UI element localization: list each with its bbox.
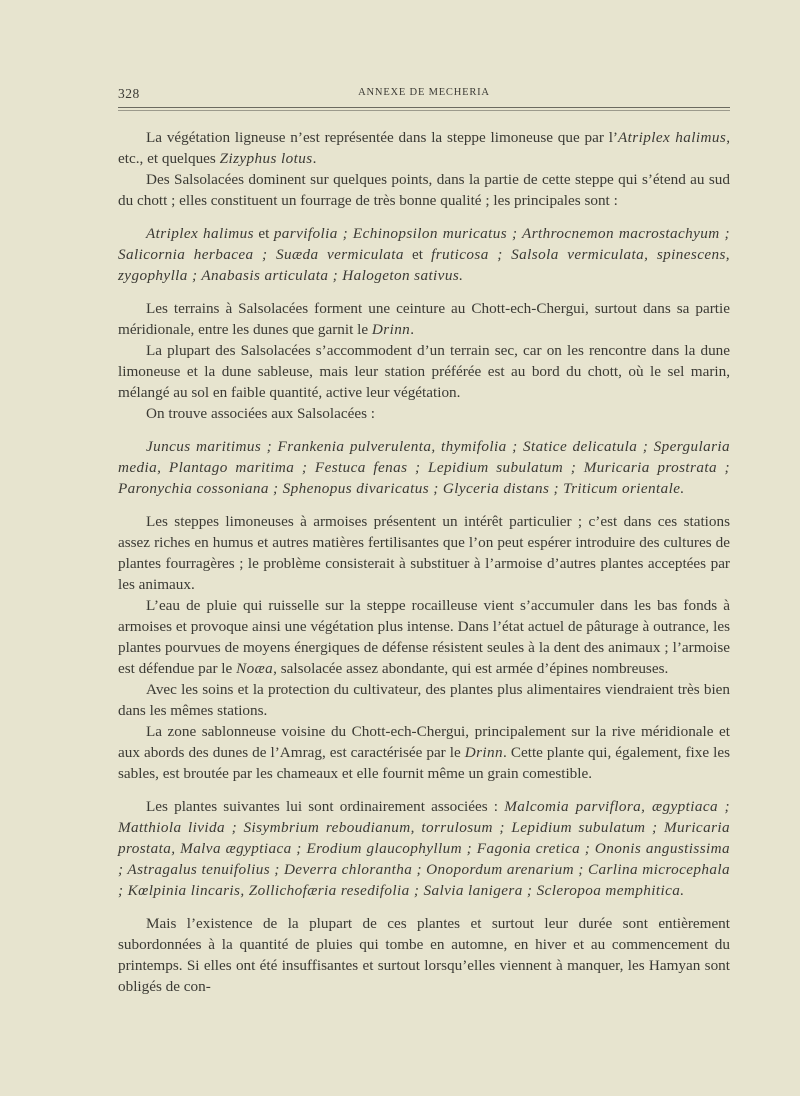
paragraph xyxy=(118,913,730,997)
paragraph xyxy=(118,169,730,211)
italic-species-name: Zizyphus lotus xyxy=(219,150,313,167)
paragraph-text: On trouve associées aux Salsolacées : xyxy=(146,405,376,422)
paragraph-text: Les plantes suivantes lui sont ordinairement associées : xyxy=(146,798,505,815)
paragraph xyxy=(118,595,730,679)
paragraph xyxy=(118,127,730,169)
italic-species-name: Atriplex halimus xyxy=(617,129,727,146)
header-rule xyxy=(118,107,730,108)
italic-species-name: Drinn xyxy=(371,321,411,338)
paragraph-text: Les terrains à Salsolacées forment une ceinture au Chott-ech-Chergui, surtout dans sa partie méridionale, entre les dunes que garnit le xyxy=(118,300,730,338)
paragraph xyxy=(118,340,730,403)
running-title: ANNEXE DE MECHERIA xyxy=(358,87,490,98)
paragraph xyxy=(118,403,730,424)
paragraph xyxy=(118,298,730,340)
italic-species-name: Juncus maritimus ; Frankenia pulverulenta, thymifolia ; Statice delicatula ; Spergularia media, Plantago maritima ; Festuca fenas ; Lepidium subulatum ; Muricaria prostrata ; Paronychia cossoniana ; Sphenopus divaricatus ; Glyceria distans ; Triticum orientale. xyxy=(118,438,730,497)
paragraph-text: La zone sablonneuse voisine du Chott-ech-Chergui, principalement sur la rive méridionale et aux abords des dunes de l’Amrag, est caractérisée par le xyxy=(118,723,730,761)
italic-species-name: Malcomia parviflora, ægyptiaca ; Matthiola livida ; Sisymbrium reboudianum, torrulosum ; Lepidium subulatum ; Muricaria prostata, Malva ægyptiaca ; Erodium glaucophyllum ; Fagonia cretica ; Ononis angustissima ; Astragalus tenuifolius ; Deverra chlorantha ; Onopordum arenarium ; Carlina microcephala ; Kœlpinia lincaris, Zollichofæria resedifolia ; Salvia lanigera ; Scleropoa memphitica. xyxy=(118,798,731,899)
paragraph-text: , salsolacée assez abondante, qui est armée d’épines nombreuses. xyxy=(273,660,669,677)
page-body xyxy=(118,127,730,997)
paragraph-text: Les steppes limoneuses à armoises présentent un intérêt particulier ; c’est dans ces stations assez riches en humus et autres matières fertilisantes que l’on peut espérer introduire des cultures de plantes fourragères ; le problème consisterait à substituer à l’armoise d’autres plantes acceptées par les animaux. xyxy=(118,513,730,593)
paragraph-text: La plupart des Salsolacées s’accommodent d’un terrain sec, car on les rencontre dans la dune limoneuse et la dune sableuse, mais leur station préférée est au bord du chott, où le sel marin, mélangé au sol en faible quantité, active leur végétation. xyxy=(118,342,730,401)
paragraph xyxy=(118,721,730,784)
page-header xyxy=(118,86,730,102)
header-rule-secondary xyxy=(118,110,730,111)
italic-species-name: Drinn xyxy=(464,744,504,761)
italic-species-name: Atriplex halimus xyxy=(146,225,254,242)
italic-species-name: fruticosa ; Salsola vermiculata, spinescens, zygophylla ; Anabasis articulata ; Halogeton sativus. xyxy=(118,246,730,284)
paragraph-text: Mais l’existence de la plupart de ces plantes et surtout leur durée sont entièrement subordonnées à la quantité de pluies qui tombe en automne, en hiver et au commencement du printemps. Si elles ont été insuffisantes et surtout lorsqu’elles viennent à manquer, les Hamyan sont obligés de con- xyxy=(118,915,730,995)
paragraph-text: . xyxy=(410,321,414,338)
paragraph-text: Avec les soins et la protection du cultivateur, des plantes plus alimentaires viendraient très bien dans les mêmes stations. xyxy=(118,681,730,719)
italic-species-name: Noæa xyxy=(236,660,274,677)
paragraph xyxy=(118,679,730,721)
paragraph xyxy=(118,436,730,499)
paragraph-text: . xyxy=(312,150,317,167)
paragraph-text: L’eau de pluie qui ruisselle sur la steppe rocailleuse vient s’accumuler dans les bas fonds à armoises et provoque ainsi une végétation plus intense. Dans l’état actuel de pâturage à outrance, les plantes pourvues de moyens énergiques de défense résistent seules à la dent des animaux ; l’armoise est défendue par le xyxy=(118,597,730,677)
paragraph xyxy=(118,511,730,595)
paragraph-text: . Cette plante qui, également, fixe les sables, est broutée par les chameaux et elle fournit même un grain comestible. xyxy=(118,744,731,782)
paragraph-text: et xyxy=(253,225,274,242)
paragraph-text: La végétation ligneuse n’est représentée dans la steppe limoneuse que par l’ xyxy=(146,129,618,146)
paragraph-text: , etc., et quelques xyxy=(118,129,731,167)
paragraph xyxy=(118,796,730,901)
paragraph xyxy=(118,223,730,286)
paragraph-text: et xyxy=(403,246,432,263)
page-number: 328 xyxy=(118,86,140,101)
paragraph-text: Des Salsolacées dominent sur quelques points, dans la partie de cette steppe qui s’étend au sud du chott ; elles constituent un fourrage de très bonne qualité ; les principales sont : xyxy=(118,171,730,209)
italic-species-name: parvifolia ; Echinopsilon muricatus ; Arthrocnemon macrostachyum ; Salicornia herbacea ; Suæda vermiculata xyxy=(118,225,730,263)
